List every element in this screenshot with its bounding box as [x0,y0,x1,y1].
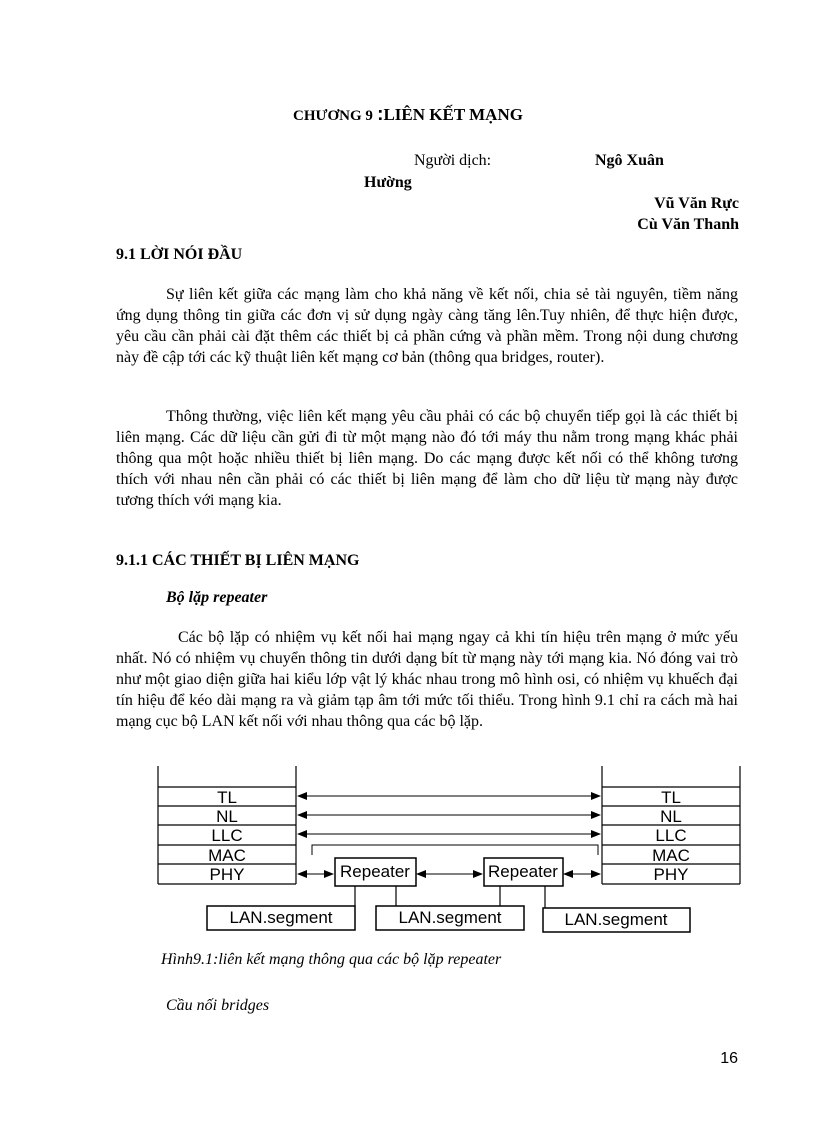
paragraph: Các bộ lặp có nhiệm vụ kết nối hai mạng ngay cả khi tín hiệu trên mạng ở mức yếu nhất. Nó có nhiệm vụ chuyển thông tin dưới dạng bít từ mạng này tới mạng kia. Nó đóng vai trò như một giao diện giữa hai kiểu lớp vật lý khác nhau trong mô hình osi, có nhiệm vụ khuếch đại tín hiệu để kéo dài mạng ra và giảm tạp âm tới mức tối thiểu. Trong hình 9.1 chỉ ra cách mà hai mạng cục bộ LAN kết nối với nhau thông qua các bộ lặp. [116,629,738,730]
layer-label: MAC [208,846,246,865]
repeater-box [335,858,416,886]
segment-label: LAN.segment [229,908,333,927]
paragraph: Thông thường, việc liên kết mạng yêu cầu phải có các bộ chuyển tiếp gọi là các thiết bị liên mạng. Các dữ liệu cần gửi đi từ một mạng nào đó tới máy thu nằm trong mạng khác phải thông qua một hoặc nhiều thiết bị liên mạng. Do các mạng được kết nối có thể không tương thích với nhau nên cần phải có các thiết bị liên mạng để làm cho dữ liệu từ mạng này được tương thích với mạng kia. [116,408,738,509]
chapter-title [0,104,816,126]
translator-label: Người dịch: [414,152,492,169]
repeater-heading: Bộ lặp repeater [166,589,268,606]
chapter-prefix: CHƯƠNG 9 [293,108,373,124]
translator-name: Cù Văn Thanh [637,216,739,233]
layer-label: LLC [211,826,243,845]
layer-label: PHY [653,865,689,884]
page-number: 16 [720,1050,738,1067]
repeater-label: Repeater [340,862,410,881]
left-layer-stack [158,766,296,884]
layer-label: NL [660,807,682,826]
paragraph: Sự liên kết giữa các mạng làm cho khả năng về kết nối, chia sẻ tài nguyên, tiềm năng ứng dụng thông tin giữa các đơn vị sử dụng ngày càng tăng lên.Tuy nhiên, để thực hiện được, yêu cầu cần phải cài đặt thêm các thiết bị cả phần cứng và phần mềm. Trong nội dung chương này đề cập tới các kỹ thuật liên kết mạng cơ bản (thông qua bridges, router). [116,286,738,366]
layer-label: TL [661,788,681,807]
layer-label: TL [217,788,237,807]
chapter-colon: : [377,104,384,125]
lan-segment [207,906,355,930]
right-layer-stack [602,766,740,884]
chapter-name: LIÊN KẾT MẠNG [383,105,523,124]
lan-segment [376,906,524,930]
layer-label: PHY [209,865,245,884]
translator-name: Ngô Xuân [595,152,664,169]
repeater-label: Repeater [488,862,558,881]
lan-segment [543,908,690,932]
bridges-heading: Cầu nối bridges [166,997,270,1014]
translator-name: Hường [364,174,412,191]
layer-label: MAC [652,846,690,865]
translator-name: Vũ Văn Rực [654,195,739,212]
layer-label: LLC [655,826,687,845]
segment-label: LAN.segment [398,908,502,927]
figure-caption: Hình9.1:liên kết mạng thông qua các bộ lặp repeater [161,951,502,968]
section-heading: 9.1 LỜI NÓI ĐẦU [116,246,243,263]
segment-label: LAN.segment [564,910,668,929]
repeater-diagram [0,760,816,940]
repeater-box [484,858,563,886]
layer-label: NL [216,807,238,826]
subsection-heading: 9.1.1 CÁC THIẾT BỊ LIÊN MẠNG [116,552,360,569]
